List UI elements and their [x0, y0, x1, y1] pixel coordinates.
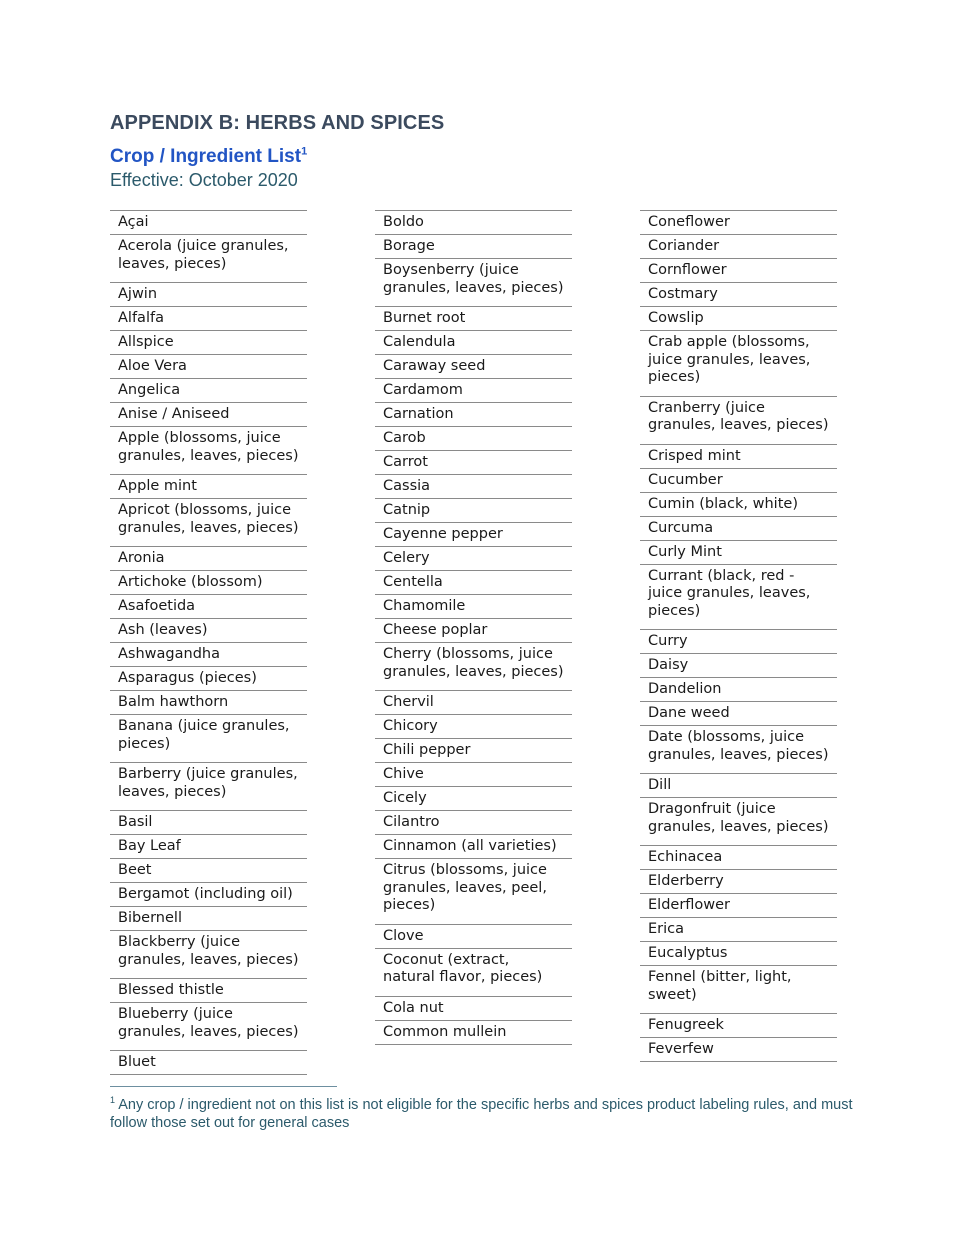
footnote [110, 1096, 855, 1132]
ingredient-item: Dane weed [640, 702, 837, 726]
ingredient-item: Ashwagandha [110, 643, 307, 667]
ingredient-item: Catnip [375, 499, 572, 523]
ingredient-item: Barberry (juice granules, leaves, pieces) [110, 763, 307, 811]
ingredient-item: Balm hawthorn [110, 691, 307, 715]
ingredient-item: Feverfew [640, 1038, 837, 1062]
list-title-text: Crop / Ingredient List [110, 146, 302, 167]
ingredient-item: Cicely [375, 787, 572, 811]
footnote-text: Any crop / ingredient not on this list is not eligible for the specific herbs and spices product labeling rules, and must follow those set out for general cases [110, 1097, 853, 1131]
ingredient-item: Angelica [110, 379, 307, 403]
ingredient-item: Blessed thistle [110, 979, 307, 1003]
ingredient-item: Allspice [110, 331, 307, 355]
ingredient-item: Borage [375, 235, 572, 259]
ingredient-item: Cumin (black, white) [640, 493, 837, 517]
ingredient-item: Daisy [640, 654, 837, 678]
ingredient-column-3 [640, 210, 837, 1062]
ingredient-item: Blackberry (juice granules, leaves, pieces) [110, 931, 307, 979]
ingredient-item: Anise / Aniseed [110, 403, 307, 427]
ingredient-item: Dill [640, 774, 837, 798]
ingredient-item: Artichoke (blossom) [110, 571, 307, 595]
ingredient-item: Cilantro [375, 811, 572, 835]
ingredient-item: Elderberry [640, 870, 837, 894]
ingredient-item: Cardamom [375, 379, 572, 403]
ingredient-item: Calendula [375, 331, 572, 355]
ingredient-item: Chive [375, 763, 572, 787]
ingredient-item: Crab apple (blossoms, juice granules, leaves, pieces) [640, 331, 837, 397]
ingredient-item: Cranberry (juice granules, leaves, pieces) [640, 397, 837, 445]
ingredient-item: Cowslip [640, 307, 837, 331]
ingredient-item: Fenugreek [640, 1014, 837, 1038]
ingredient-column-2 [375, 210, 572, 1045]
ingredient-item: Coneflower [640, 211, 837, 235]
ingredient-item: Apple mint [110, 475, 307, 499]
ingredient-item: Cornflower [640, 259, 837, 283]
ingredient-column-1 [110, 210, 307, 1075]
ingredient-item: Asafoetida [110, 595, 307, 619]
ingredient-item: Aloe Vera [110, 355, 307, 379]
ingredient-item: Apricot (blossoms, juice granules, leaves, pieces) [110, 499, 307, 547]
ingredient-item: Chili pepper [375, 739, 572, 763]
ingredient-item: Cherry (blossoms, juice granules, leaves, pieces) [375, 643, 572, 691]
ingredient-item: Costmary [640, 283, 837, 307]
footnote-marker: 1 [110, 1095, 116, 1106]
ingredient-item: Crisped mint [640, 445, 837, 469]
ingredient-item: Acerola (juice granules, leaves, pieces) [110, 235, 307, 283]
ingredient-item: Burnet root [375, 307, 572, 331]
list-title [110, 146, 307, 168]
ingredient-item: Dandelion [640, 678, 837, 702]
ingredient-item: Erica [640, 918, 837, 942]
ingredient-item: Clove [375, 925, 572, 949]
ingredient-item: Centella [375, 571, 572, 595]
ingredient-item: Carrot [375, 451, 572, 475]
ingredient-item: Aronia [110, 547, 307, 571]
ingredient-item: Basil [110, 811, 307, 835]
ingredient-item: Carob [375, 427, 572, 451]
ingredient-item: Açai [110, 211, 307, 235]
effective-date: Effective: October 2020 [110, 170, 298, 190]
ingredient-item: Coconut (extract, natural flavor, pieces) [375, 949, 572, 997]
ingredient-item: Bibernell [110, 907, 307, 931]
ingredient-item: Boysenberry (juice granules, leaves, pieces) [375, 259, 572, 307]
ingredient-item: Cayenne pepper [375, 523, 572, 547]
ingredient-item: Ash (leaves) [110, 619, 307, 643]
ingredient-item: Bluet [110, 1051, 307, 1075]
ingredient-item: Elderflower [640, 894, 837, 918]
ingredient-item: Common mullein [375, 1021, 572, 1045]
ingredient-item: Cheese poplar [375, 619, 572, 643]
ingredient-item: Bay Leaf [110, 835, 307, 859]
ingredient-item: Boldo [375, 211, 572, 235]
ingredient-item: Carnation [375, 403, 572, 427]
ingredient-item: Ajwin [110, 283, 307, 307]
ingredient-item: Curcuma [640, 517, 837, 541]
appendix-title: APPENDIX B: HERBS AND SPICES [110, 112, 445, 134]
footnote-reference: 1 [301, 145, 308, 158]
ingredient-item: Cinnamon (all varieties) [375, 835, 572, 859]
ingredient-item: Celery [375, 547, 572, 571]
ingredient-item: Cassia [375, 475, 572, 499]
ingredient-item: Asparagus (pieces) [110, 667, 307, 691]
ingredient-item: Citrus (blossoms, juice granules, leaves, peel, pieces) [375, 859, 572, 925]
ingredient-item: Dragonfruit (juice granules, leaves, pieces) [640, 798, 837, 846]
ingredient-item: Bergamot (including oil) [110, 883, 307, 907]
ingredient-item: Date (blossoms, juice granules, leaves, pieces) [640, 726, 837, 774]
ingredient-item: Chicory [375, 715, 572, 739]
ingredient-item: Chervil [375, 691, 572, 715]
ingredient-item: Curly Mint [640, 541, 837, 565]
ingredient-item: Currant (black, red - juice granules, leaves, pieces) [640, 565, 837, 631]
ingredient-item: Cola nut [375, 997, 572, 1021]
footnote-divider [110, 1086, 337, 1087]
ingredient-item: Fennel (bitter, light, sweet) [640, 966, 837, 1014]
ingredient-item: Beet [110, 859, 307, 883]
ingredient-item: Curry [640, 630, 837, 654]
ingredient-item: Echinacea [640, 846, 837, 870]
ingredient-item: Eucalyptus [640, 942, 837, 966]
ingredient-item: Caraway seed [375, 355, 572, 379]
ingredient-item: Chamomile [375, 595, 572, 619]
ingredient-item: Apple (blossoms, juice granules, leaves, pieces) [110, 427, 307, 475]
ingredient-item: Coriander [640, 235, 837, 259]
ingredient-item: Blueberry (juice granules, leaves, pieces) [110, 1003, 307, 1051]
ingredient-item: Cucumber [640, 469, 837, 493]
ingredient-item: Alfalfa [110, 307, 307, 331]
ingredient-item: Banana (juice granules, pieces) [110, 715, 307, 763]
